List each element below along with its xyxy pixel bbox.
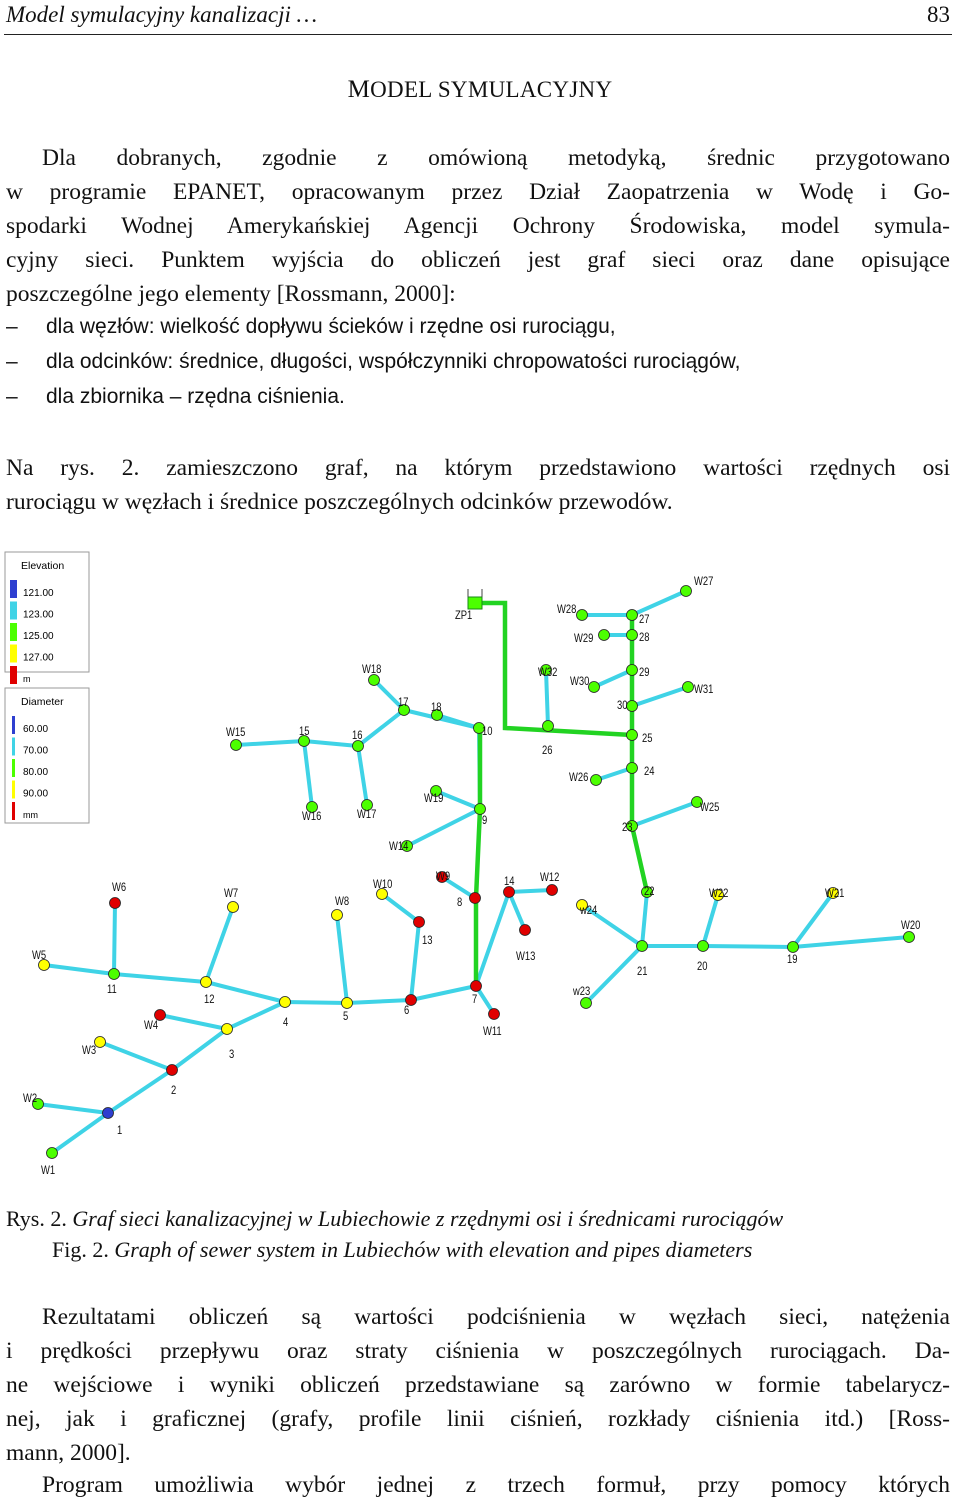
junction-node xyxy=(627,610,638,621)
node-label: W28 xyxy=(557,603,577,617)
legend-swatch xyxy=(10,666,17,684)
node-label: 13 xyxy=(422,934,433,948)
junction-node xyxy=(167,1065,178,1076)
junction-node xyxy=(471,981,482,992)
junction-node xyxy=(681,586,692,597)
node-label: W11 xyxy=(483,1025,502,1039)
node-label: w24 xyxy=(580,904,598,918)
junction-node xyxy=(627,763,638,774)
node-label: 14 xyxy=(504,875,515,889)
node-label: W25 xyxy=(700,801,720,815)
pipe xyxy=(44,965,114,974)
para-line: Rezultatami obliczeń są wartości podciśnienia w węzłach sieci, natężenia xyxy=(42,1304,950,1330)
pipe xyxy=(476,892,509,986)
pipe xyxy=(703,946,793,947)
node-label: 24 xyxy=(644,765,655,779)
node-label: W12 xyxy=(540,871,560,885)
pipe xyxy=(108,1070,172,1113)
legend-swatch xyxy=(12,802,15,820)
junction-node xyxy=(109,969,120,980)
para-line: nej, jak i graficznej (grafy, profile linii ciśnień, rozkłady ciśnienia itd.) [Ross- xyxy=(6,1406,950,1432)
sewer-network-graph xyxy=(0,545,960,1195)
junction-node xyxy=(627,630,638,641)
pipe xyxy=(594,670,632,687)
node-label: 17 xyxy=(398,696,409,710)
para-line: mann, 2000]. xyxy=(6,1440,131,1466)
node-label: W29 xyxy=(574,632,594,646)
node-label: W7 xyxy=(224,887,239,901)
node-label: 16 xyxy=(352,729,363,743)
junction-node xyxy=(547,885,558,896)
page-number: 83 xyxy=(927,2,950,27)
input-data-list xyxy=(6,309,950,414)
legend-swatch xyxy=(10,645,17,663)
node-label: W9 xyxy=(436,870,451,884)
pipe xyxy=(703,895,718,946)
legend-title: Elevation xyxy=(21,560,65,572)
results-paragraph xyxy=(6,1300,950,1470)
running-header xyxy=(4,0,952,35)
para-line: i prędkości przepływu oraz straty ciśnienia w poszczególnych rurociągach. Da- xyxy=(6,1338,950,1364)
node-label: W21 xyxy=(825,887,845,901)
junction-node xyxy=(627,730,638,741)
para-line: cyjny sieci. Punktem wyjścia do obliczeń jest graf sieci oraz dane opisujące xyxy=(6,247,950,273)
node-label: 6 xyxy=(404,1004,410,1018)
node-label: 10 xyxy=(482,725,493,739)
pipe xyxy=(509,892,525,930)
node-label: W27 xyxy=(694,575,714,589)
pipe xyxy=(411,922,419,1000)
junction-node xyxy=(627,701,638,712)
pipe xyxy=(227,1002,285,1029)
junction-node xyxy=(489,1009,500,1020)
node-label: w23 xyxy=(573,985,591,999)
legend-value: 70.00 xyxy=(23,745,49,757)
node-label: W31 xyxy=(694,683,714,697)
node-label: W14 xyxy=(389,840,409,854)
legend-value: 127.00 xyxy=(23,652,54,664)
junction-node xyxy=(342,998,353,1009)
pipe xyxy=(358,710,404,746)
node-label: 29 xyxy=(639,666,650,680)
pipe xyxy=(793,893,833,947)
junction-node xyxy=(683,682,694,693)
junction-node xyxy=(47,1148,58,1159)
node-label: W26 xyxy=(569,771,589,785)
junction-node xyxy=(577,610,588,621)
node-label: 22 xyxy=(644,885,655,899)
para-line: ne wejściowe i wyniki obliczeń przedstawiane są zarówno w formie tabelarycz- xyxy=(6,1372,950,1398)
pipe xyxy=(586,946,642,1003)
node-label: 30 xyxy=(617,699,628,713)
node-label: 3 xyxy=(229,1048,235,1062)
pipe xyxy=(437,715,479,728)
pipe xyxy=(206,982,285,1002)
legend-swatch xyxy=(12,781,15,799)
node-label: 28 xyxy=(639,631,650,645)
legend-swatch xyxy=(10,623,17,641)
pipe xyxy=(347,1000,411,1003)
legend-swatch xyxy=(10,580,17,598)
junction-node xyxy=(589,682,600,693)
pipe xyxy=(206,907,233,982)
junction-node xyxy=(470,893,481,904)
formula-paragraph xyxy=(6,1468,950,1502)
elevation-legend xyxy=(5,552,89,684)
node-label: W4 xyxy=(144,1019,159,1033)
junction-node xyxy=(591,775,602,786)
node-label: ZP1 xyxy=(455,609,473,623)
node-labels xyxy=(23,575,921,1177)
node-label: 11 xyxy=(107,983,117,997)
pipe xyxy=(172,1029,227,1070)
pipe xyxy=(509,890,552,892)
list-item: – dla zbiornika – rzędna ciśnienia. xyxy=(6,385,345,408)
node-label: 2 xyxy=(171,1084,177,1098)
pipe xyxy=(114,903,115,974)
legend-swatch xyxy=(12,759,15,777)
junction-node xyxy=(103,1108,114,1119)
pipe xyxy=(38,1104,108,1113)
legend-value: 123.00 xyxy=(23,609,54,621)
pipe xyxy=(632,591,686,615)
node-label: W32 xyxy=(538,666,558,680)
junction-node xyxy=(698,941,709,952)
node-label: 4 xyxy=(283,1016,289,1030)
node-label: W19 xyxy=(424,792,444,806)
para-line: Dla dobranych, zgodnie z omówioną metodyką, średnic przygotowano xyxy=(42,145,950,171)
legend-swatch xyxy=(12,738,15,756)
pipe xyxy=(632,802,697,826)
node-label: 19 xyxy=(787,953,798,967)
node-label: W2 xyxy=(23,1092,38,1106)
node-label: 18 xyxy=(431,701,442,715)
node-label: W5 xyxy=(32,949,47,963)
figure-caption-en: Fig. 2. Graph of sewer system in Lubiechów with elevation and pipes diameters xyxy=(52,1237,753,1262)
node-label: 21 xyxy=(637,965,648,979)
figure-caption-pl: Rys. 2. Graf sieci kanalizacyjnej w Lubiechowie z rzędnymi osi i średnicami rurociągów xyxy=(6,1206,784,1231)
node-label: 27 xyxy=(639,613,650,627)
pipe xyxy=(411,986,476,1000)
pipe xyxy=(52,1113,108,1153)
pipe-main xyxy=(476,728,480,986)
junction-node xyxy=(228,902,239,913)
diameter-legend xyxy=(5,688,89,823)
section-title-rest: ODEL SYMULACYJNY xyxy=(370,77,613,102)
node-label: W1 xyxy=(41,1164,56,1178)
junction-node xyxy=(201,977,212,988)
junction-node xyxy=(231,740,242,751)
legend-value: 90.00 xyxy=(23,788,49,800)
pipe xyxy=(358,746,367,805)
section-title xyxy=(0,76,960,104)
pipe xyxy=(114,974,206,982)
legend-swatch xyxy=(10,602,17,620)
junction-node xyxy=(543,721,554,732)
junction-node xyxy=(222,1024,233,1035)
pipe xyxy=(160,1015,227,1029)
node-label: 20 xyxy=(697,960,708,974)
section-title-initial: M xyxy=(347,76,371,103)
node-label: 15 xyxy=(299,725,310,739)
intro-paragraph xyxy=(6,141,950,311)
junction-node xyxy=(475,804,486,815)
node-label: 7 xyxy=(472,993,478,1007)
pipe xyxy=(304,741,312,807)
list-item: – dla węzłów: wielkość dopływu ścieków i rzędne osi rurociągu, xyxy=(6,315,616,338)
node-label: 26 xyxy=(542,744,553,758)
junction-node xyxy=(627,665,638,676)
legend-unit: mm xyxy=(23,810,38,820)
legend-value: 80.00 xyxy=(23,767,49,778)
node-label: W15 xyxy=(226,726,246,740)
node-label: 23 xyxy=(622,821,633,835)
pipe xyxy=(632,687,688,706)
para-line: spodarki Wodnej Amerykańskiej Agencji Ochrony Środowiska, model symula- xyxy=(6,213,950,239)
junction-node xyxy=(332,910,343,921)
figure-intro-paragraph xyxy=(6,451,950,519)
para-line: w programie EPANET, opracowanym przez Dział Zaopatrzenia w Wodę i Go- xyxy=(6,179,950,205)
node-label: 9 xyxy=(482,814,488,828)
legend-unit: m xyxy=(23,674,31,684)
junction-node xyxy=(904,932,915,943)
junction-node xyxy=(280,997,291,1008)
node-label: W22 xyxy=(709,887,729,901)
node-label: W3 xyxy=(82,1044,97,1058)
junction-node xyxy=(520,925,531,936)
node-label: W16 xyxy=(302,810,322,824)
legend-value: 60.00 xyxy=(23,724,49,735)
junction-node xyxy=(599,630,610,641)
para-line: Program umożliwia wybór jednej z trzech formuł, przy pomocy których xyxy=(42,1472,950,1498)
junction-node xyxy=(414,917,425,928)
node-label: 5 xyxy=(343,1010,349,1024)
pipe xyxy=(337,915,347,1003)
reservoir-node xyxy=(468,597,482,609)
node-label: W30 xyxy=(570,675,590,689)
node-label: 12 xyxy=(204,993,215,1007)
pipe xyxy=(382,894,419,922)
junction-node xyxy=(110,898,121,909)
node-label: W17 xyxy=(357,808,377,822)
node-label: W8 xyxy=(335,895,350,909)
list-item: – dla odcinków: średnice, długości, współczynniki chropowatości rurociągów, xyxy=(6,350,741,373)
pipe xyxy=(100,1042,172,1070)
pipe xyxy=(236,741,304,745)
running-title: Model symulacyjny kanalizacji … xyxy=(6,2,318,27)
node-label: W10 xyxy=(373,878,393,892)
node-label: W18 xyxy=(362,663,382,677)
legend-value: 121.00 xyxy=(23,588,54,599)
junction-node xyxy=(637,941,648,952)
node-label: W13 xyxy=(516,950,536,964)
node-label: W6 xyxy=(112,881,127,895)
para-line: poszczególne jego elementy [Rossmann, 2000]: xyxy=(6,281,456,307)
para-line: rurociągu w węzłach i średnice poszczególnych odcinków przewodów. xyxy=(6,489,673,515)
pipe xyxy=(285,1002,347,1003)
pipe xyxy=(407,809,480,846)
para-line: Na rys. 2. zamieszczono graf, na którym przedstawiono wartości rzędnych osi xyxy=(6,455,950,481)
node-label: 25 xyxy=(642,732,653,746)
pipe xyxy=(642,892,647,946)
legend-swatch xyxy=(12,716,15,734)
legend-value: 125.00 xyxy=(23,631,54,642)
node-label: 1 xyxy=(117,1124,123,1138)
legend-title: Diameter xyxy=(21,696,64,708)
pipe xyxy=(793,937,909,947)
junction-node xyxy=(95,1037,106,1048)
junction-node xyxy=(581,998,592,1009)
node-label: W20 xyxy=(901,919,921,933)
pipe xyxy=(304,741,358,746)
junction-node xyxy=(788,942,799,953)
node-label: 8 xyxy=(457,896,463,910)
pipe xyxy=(632,826,647,892)
